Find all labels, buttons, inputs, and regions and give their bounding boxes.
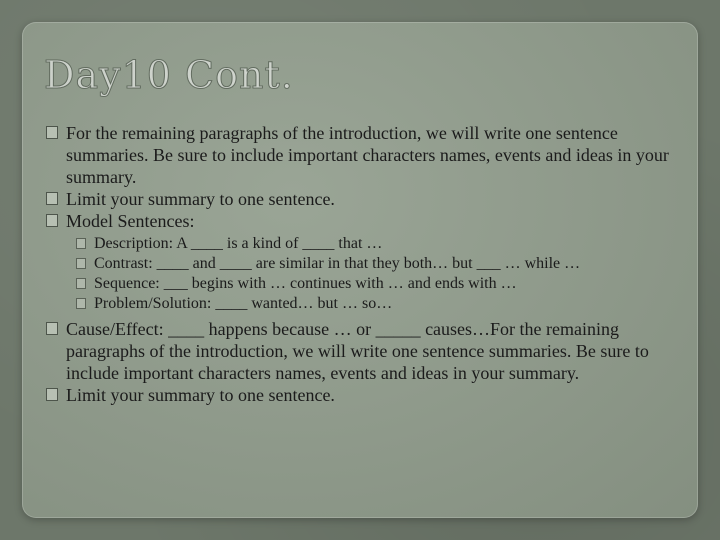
slide-title: Day10 Cont. (44, 53, 294, 97)
sub-bullet-item (76, 294, 682, 314)
bullet-text: Model Sentences: (66, 211, 195, 231)
bullet-box-icon (46, 388, 58, 401)
sub-bullet-text: Description: A ____ is a kind of ____ that … (94, 235, 383, 252)
bullet-box-icon (46, 322, 58, 335)
bullet-box-icon (46, 214, 58, 227)
sub-bullet-box-icon (76, 258, 86, 269)
model-sentences-list (46, 234, 682, 314)
bullet-text: Limit your summary to one sentence. (66, 385, 335, 405)
bullet-text: Cause/Effect: ____ happens because … or _____ causes…For the remaining paragraphs of the introduction, we will write one sentence summaries. Be sure to include important characters names, events and ideas in your summary. (66, 319, 649, 383)
sub-bullet-text: Contrast: ____ and ____ are similar in that they both… but ___ … while … (94, 255, 581, 272)
bullet-item (46, 318, 682, 384)
sub-bullet-item (76, 234, 682, 254)
slide-content (46, 122, 682, 406)
bullet-item (46, 188, 682, 210)
sub-bullet-box-icon (76, 278, 86, 289)
sub-bullet-box-icon (76, 238, 86, 249)
bullet-text: For the remaining paragraphs of the introduction, we will write one sentence summaries. Be sure to include important characters names, events and ideas in your summary. (66, 123, 669, 187)
bullet-item (46, 210, 682, 232)
sub-bullet-text: Problem/Solution: ____ wanted… but … so… (94, 295, 393, 312)
bullet-item (46, 384, 682, 406)
bullet-item (46, 122, 682, 188)
bullet-box-icon (46, 192, 58, 205)
sub-bullet-item (76, 254, 682, 274)
sub-bullet-item (76, 274, 682, 294)
sub-bullet-text: Sequence: ___ begins with … continues with … and ends with … (94, 275, 517, 292)
bullet-text: Limit your summary to one sentence. (66, 189, 335, 209)
sub-bullet-box-icon (76, 298, 86, 309)
bullet-box-icon (46, 126, 58, 139)
